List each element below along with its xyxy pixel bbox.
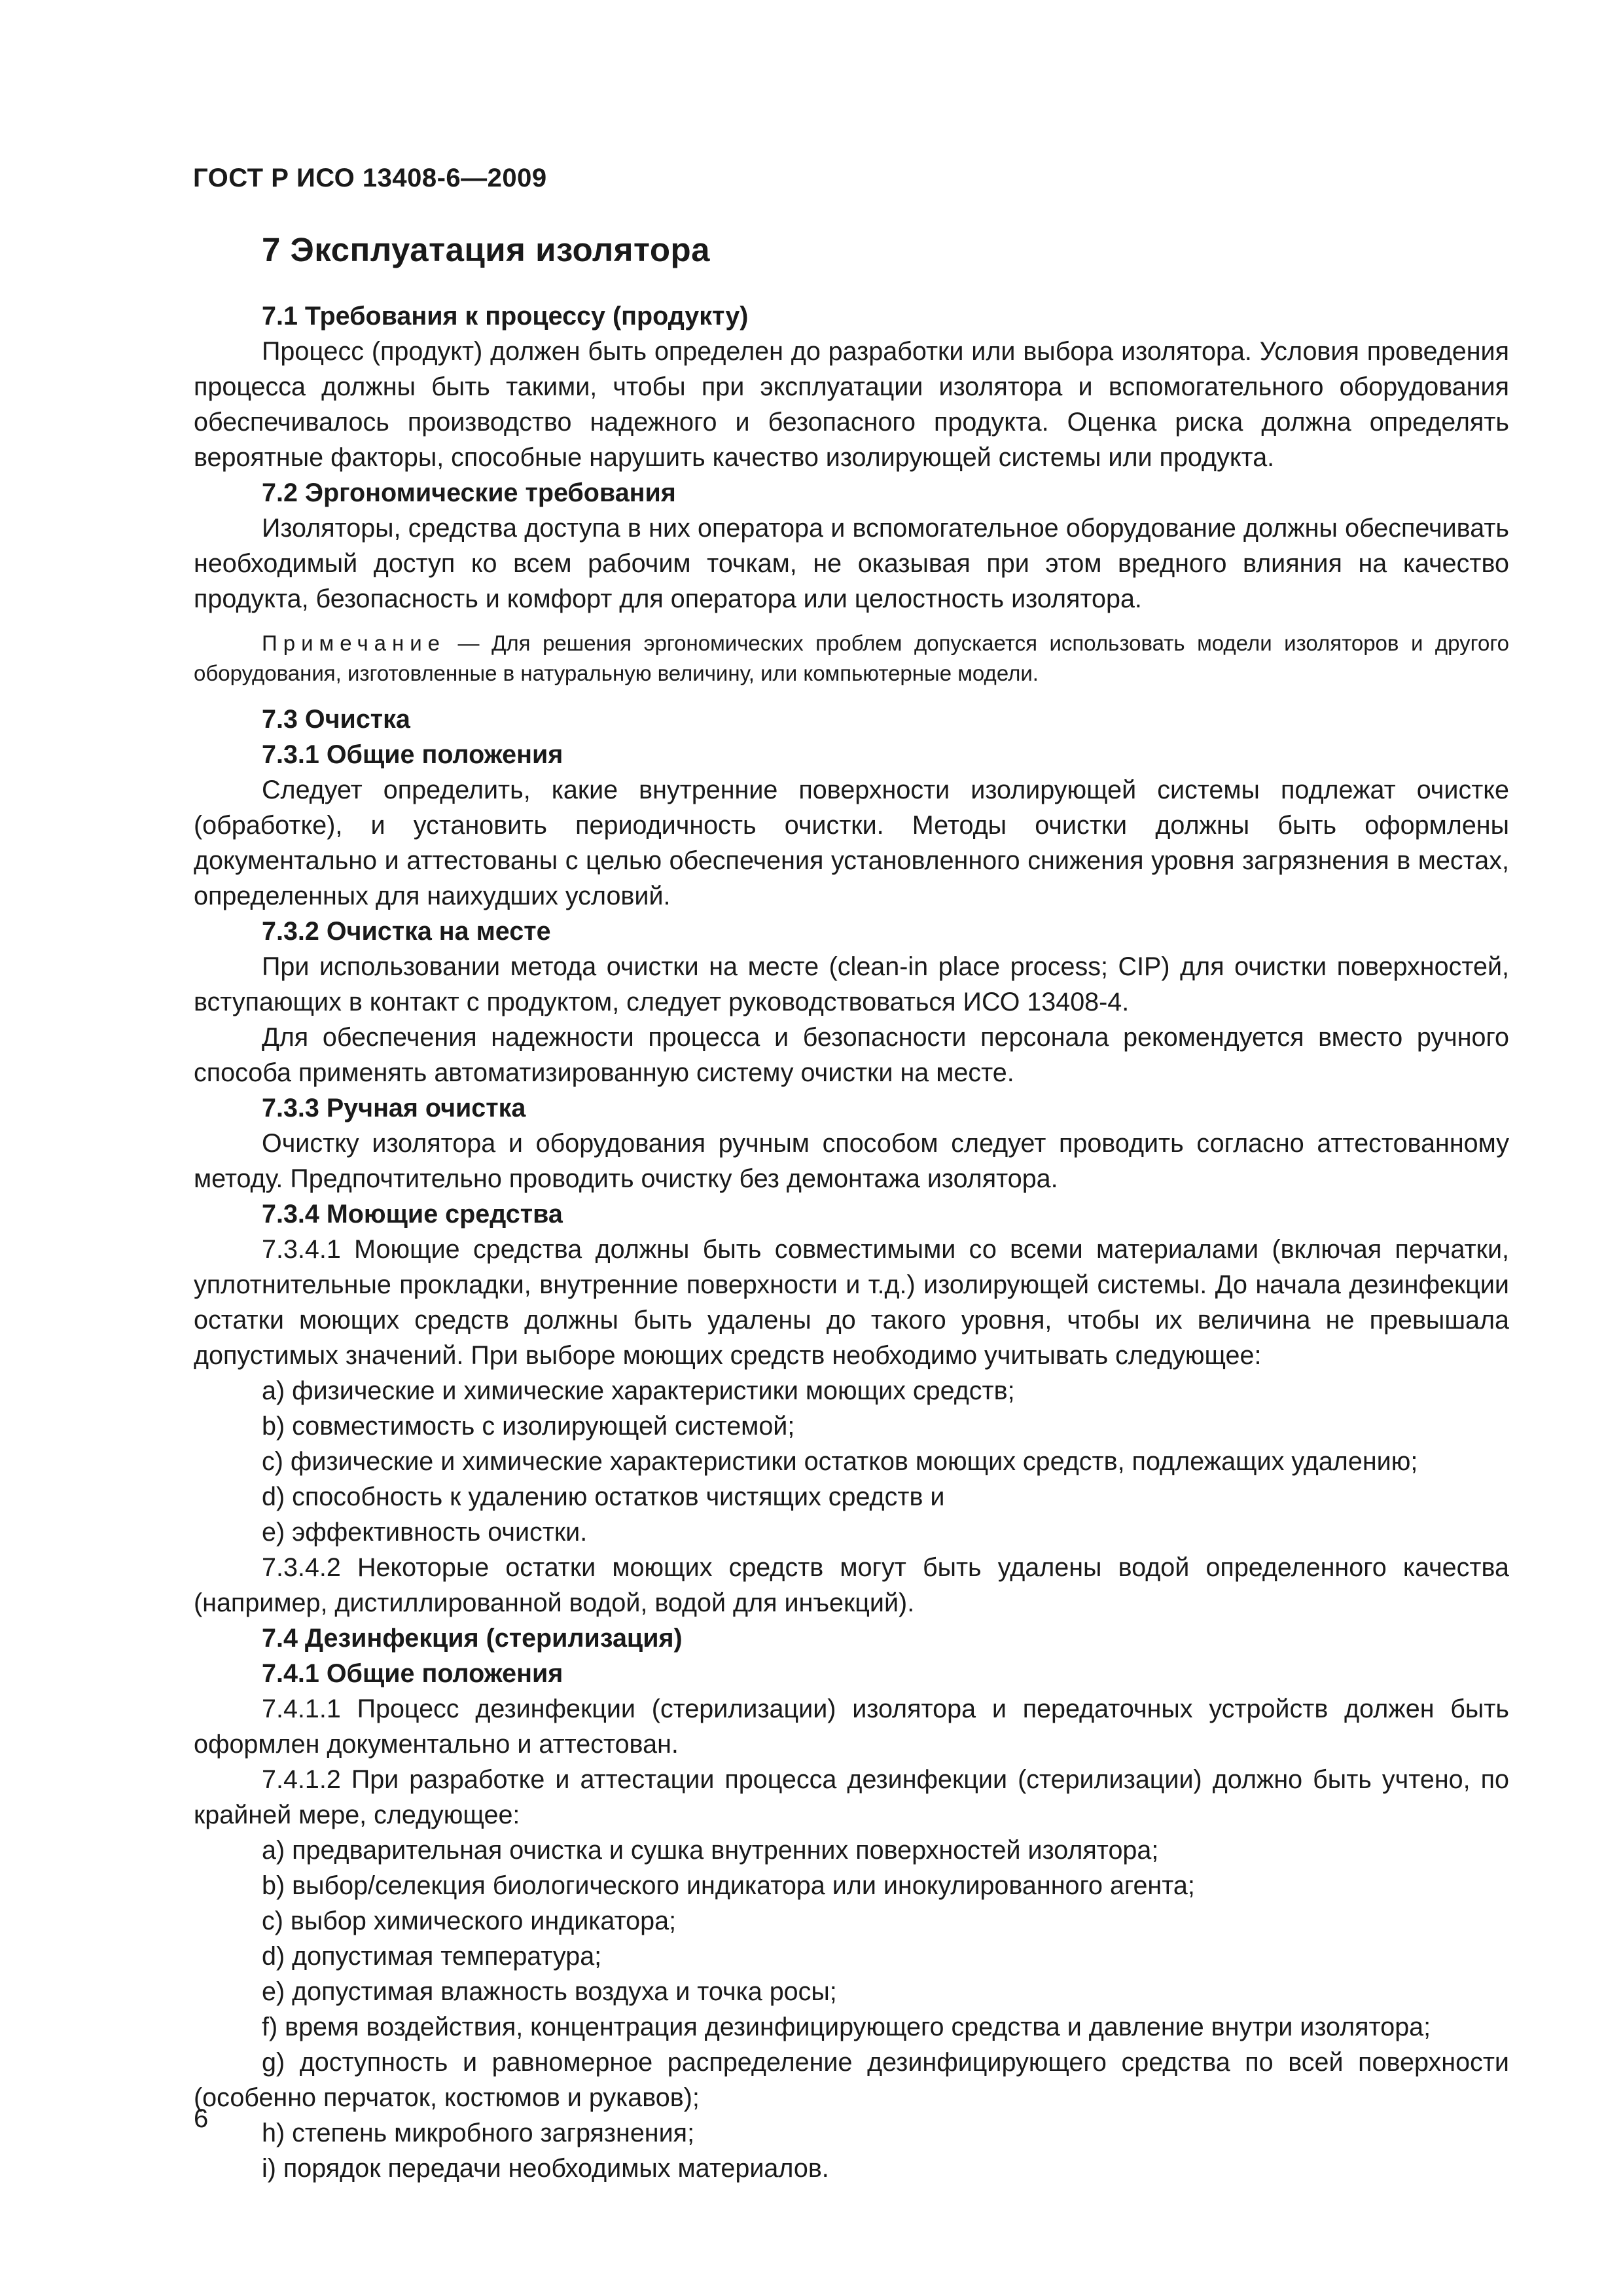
list-item: d) способность к удалению остатков чистящих средств и: [262, 1482, 945, 1511]
paragraph-7-4-1-2: 7.4.1.2 При разработке и аттестации процесса дезинфекции (стерилизации) должно быть учтено, по крайней мере, следующее:: [194, 1765, 1509, 1829]
list-item: i) порядок передачи необходимых материалов.: [262, 2154, 829, 2183]
paragraph-7-3-4-2: 7.3.4.2 Некоторые остатки моющих средств могут быть удалены водой определенного качества (например, дистиллированной водой, водой для инъекций).: [194, 1553, 1509, 1617]
heading-7-3-4: 7.3.4 Моющие средства: [262, 1200, 563, 1229]
paragraph-7-3-4-1: 7.3.4.1 Моющие средства должны быть совместимыми со всеми материалами (включая перчатки, уплотнительные прокладки, внутренние поверхности и т.д.) изолирующей системы. До начала дезинфекции остатки моющих средств должны быть удалены до такого уровня, чтобы их величина не превышала допустимых значений. При выборе моющих средств необходимо учитывать следующее:: [194, 1235, 1509, 1370]
page-number: 6: [194, 2104, 209, 2133]
list-item: b) выбор/селекция биологического индикатора или инокулированного агента;: [262, 1871, 1195, 1900]
section-title: 7 Эксплуатация изолятора: [262, 231, 711, 268]
list-item: h) степень микробного загрязнения;: [262, 2119, 695, 2147]
heading-7-4-1: 7.4.1 Общие положения: [262, 1659, 563, 1688]
paragraph-7-4-1-1: 7.4.1.1 Процесс дезинфекции (стерилизации) изолятора и передаточных устройств должен быть оформлен документально и аттестован.: [194, 1695, 1509, 1759]
heading-7-1: 7.1 Требования к процессу (продукту): [262, 302, 749, 331]
paragraph-7-2: Изоляторы, средства доступа в них оператора и вспомогательное оборудование должны обеспечивать необходимый доступ ко всем рабочим точкам, не оказывая при этом вредного влияния на качество продукта, безопасность и комфорт для оператора или целостность изолятора.: [194, 514, 1509, 613]
paragraph-7-3-2-a: При использовании метода очистки на месте (clean-in place process; CIP) для очистки поверхностей, вступающих в контакт с продуктом, следует руководствоваться ИСО 13408-4.: [194, 952, 1509, 1016]
list-item: f) время воздействия, концентрация дезинфицирующего средства и давление внутри изолятора;: [262, 2013, 1431, 2041]
list-item: c) выбор химического индикатора;: [262, 1907, 677, 1935]
list-item: d) допустимая температура;: [262, 1942, 602, 1971]
note: [194, 628, 1509, 689]
list-item: e) эффективность очистки.: [262, 1518, 588, 1547]
paragraph-7-3-1: Следует определить, какие внутренние поверхности изолирующей системы подлежат очистке (обработке), и установить периодичность очистки. Методы очистки должны быть оформлены документально и аттестованы с целью обеспечения установленного снижения уровня загрязнения в местах, определенных для наихудших условий.: [194, 776, 1509, 910]
paragraph-7-1: Процесс (продукт) должен быть определен до разработки или выбора изолятора. Условия проведения процесса должны быть такими, чтобы при эксплуатации изолятора и вспомогательного оборудования обеспечивалось производство надежного и безопасного продукта. Оценка риска должна определять вероятные факторы, способные нарушить качество изолирующей системы или продукта.: [194, 337, 1509, 472]
paragraph-7-3-3: Очистку изолятора и оборудования ручным способом следует проводить согласно аттестованному методу. Предпочтительно проводить очистку без демонтажа изолятора.: [194, 1129, 1509, 1193]
note-text: — Для решения эргономических проблем допускается использовать модели изоляторов и другого оборудования, изготовленные в натуральную величину, или компьютерные модели.: [194, 631, 1509, 685]
list-item: a) предварительная очистка и сушка внутренних поверхностей изолятора;: [262, 1836, 1159, 1865]
list-item: a) физические и химические характеристики моющих средств;: [262, 1376, 1015, 1405]
heading-7-3-3: 7.3.3 Ручная очистка: [262, 1094, 526, 1122]
heading-7-3: 7.3 Очистка: [262, 705, 410, 734]
list-item: b) совместимость с изолирующей системой;: [262, 1412, 795, 1441]
list-item: e) допустимая влажность воздуха и точка росы;: [262, 1977, 837, 2006]
heading-7-2: 7.2 Эргономические требования: [262, 478, 676, 507]
heading-7-3-2: 7.3.2 Очистка на месте: [262, 917, 551, 946]
list-item-g: g) доступность и равномерное распределение дезинфицирующего средства по всей поверхности (особенно перчаток, костюмов и рукавов);: [194, 2048, 1509, 2112]
document-id-header: ГОСТ Р ИСО 13408-6—2009: [193, 164, 547, 192]
heading-7-3-1: 7.3.1 Общие положения: [262, 740, 563, 769]
list-item: c) физические и химические характеристики остатков моющих средств, подлежащих удалению;: [262, 1447, 1418, 1476]
paragraph-7-3-2-b: Для обеспечения надежности процесса и безопасности персонала рекомендуется вместо ручного способа применять автоматизированную систему очистки на месте.: [194, 1023, 1509, 1087]
document-body: [194, 298, 1509, 2186]
note-label: Примечание: [262, 631, 446, 655]
heading-7-4: 7.4 Дезинфекция (стерилизация): [262, 1624, 683, 1653]
